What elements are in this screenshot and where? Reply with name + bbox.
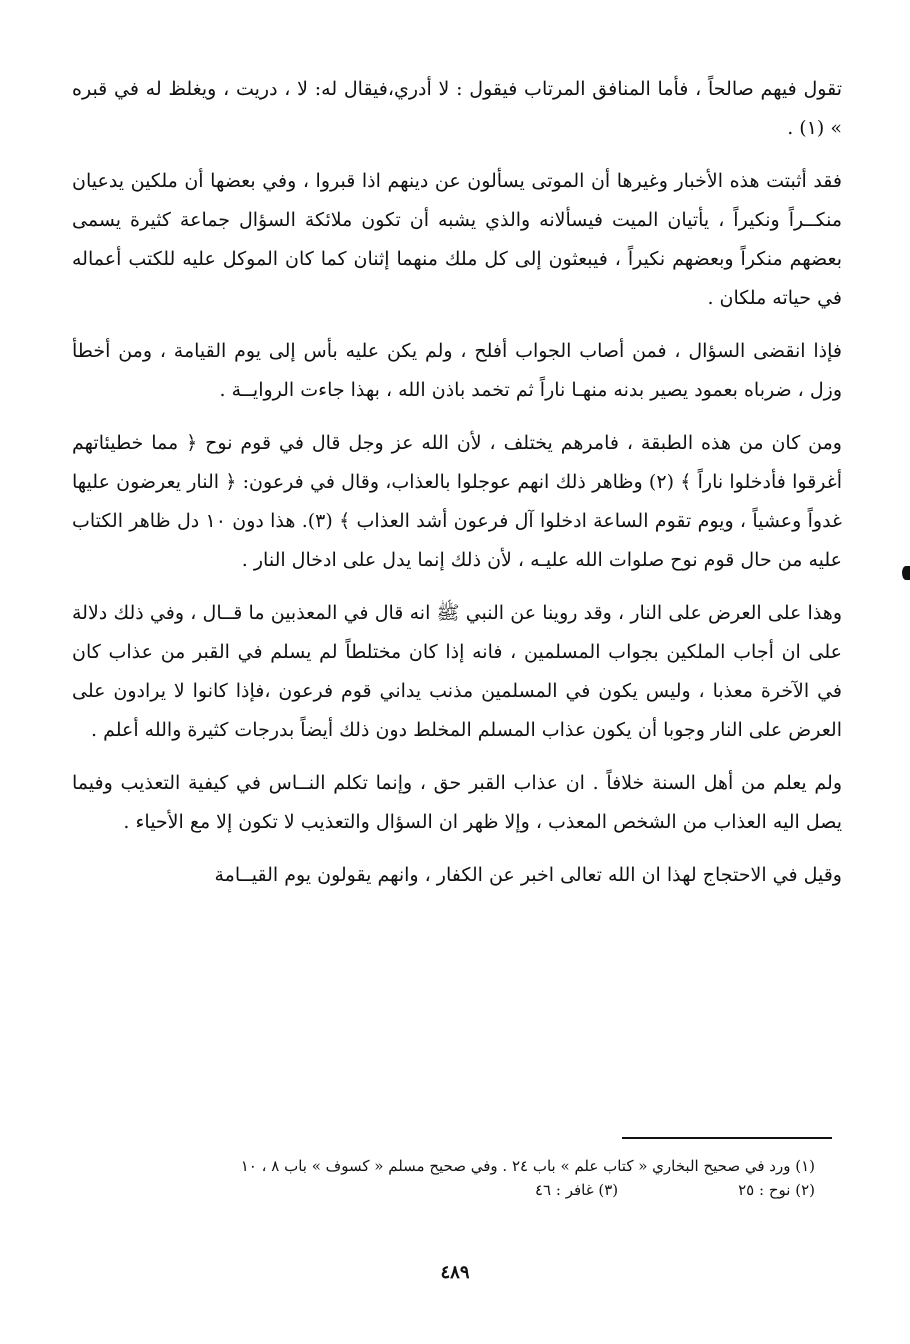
paragraph-2: فقد أثبتت هذه الأخبار وغيرها أن الموتى يسألون عن دينهم اذا قبروا ، وفي بعضها أن ملكين يدعيان منكــراً ونكيراً ، يأتيان الميت فيسألانه والذي يشبه أن تكون ملائكة السؤال جماعة كثيرة يسمى بعضهم منكراً وبعضهم نكيراً ، فيبعثون إلى كل ملك منهما إثنان كما كان الموكل عليه للكتب أعماله في حياته ملكان . [72, 170, 842, 309]
scan-edge-mark [902, 566, 910, 580]
paragraph-1: تقول فيهم صالحاً ، فأما المنافق المرتاب فيقول : لا أدري،فيقال له: لا ، دريت ، ويغلظ له في قبره » (١) . [72, 78, 842, 139]
footnote-1: (١) ورد في صحيح البخاري « كتاب علم » باب ٢٤ . وفي صحيح مسلم « كسوف » باب ٨ ، ١٠ [240, 1157, 815, 1175]
paragraph-6: ولم يعلم من أهل السنة خلافاً . ان عذاب القبر حق ، وإنما تكلم النــاس في كيفية التعذيب وفيما يصل اليه العذاب من الشخص المعذب ، وإلا ظهر ان السؤال والتعذيب لا تكون إلا مع الأحياء . [72, 772, 842, 833]
footnote-separator [622, 1137, 832, 1139]
footnote-3: (٣) غافر : ٤٦ [535, 1181, 619, 1199]
footnote-2: (٢) نوح : ٢٥ [738, 1181, 815, 1199]
paragraph-4: ومن كان من هذه الطبقة ، فامرهم يختلف ، لأن الله عز وجل قال في قوم نوح ﴿ مما خطيئاتهم أغرقوا فأدخلوا ناراً ﴾ (٢) وظاهر ذلك انهم عوجلوا بالعذاب، وقال في فرعون: ﴿ النار يعرضون عليها غدواً وعشياً ، ويوم تقوم الساعة ادخلوا آل فرعون أشد العذاب ﴾ (٣). هذا دون ١٠ دل ظاهر الكتاب عليه من حال قوم نوح صلوات الله عليـه ، لأن ذلك إنما يدل على ادخال النار . [72, 432, 842, 571]
footnotes [80, 1154, 815, 1202]
paragraph-3: فإذا انقضى السؤال ، فمن أصاب الجواب أفلح ، ولم يكن عليه بأس إلى يوم القيامة ، ومن أخطأ وزل ، ضرباه بعمود يصير بدنه منهـا ناراً ثم تخمد باذن الله ، بهذا جاءت الروايــة . [72, 340, 842, 401]
paragraph-7: وقيل في الاحتجاج لهذا ان الله تعالى اخبر عن الكفار ، وانهم يقولون يوم القيــامة [214, 864, 842, 886]
page-number: ٤٨٩ [440, 1262, 470, 1283]
page-body [72, 70, 842, 909]
paragraph-5: وهذا على العرض على النار ، وقد روينا عن النبي ﷺ انه قال في المعذبين ما قــال ، وفي ذلك دلالة على ان أجاب الملكين بجواب المسلمين ، فانه إذا كان مختلطاً لم يسلم في القبر من عذاب كان في الآخرة معذبا ، وليس يكون في المسلمين مذنب يداني قوم فرعون ،فإذا كانوا لا يرادون على العرض على النار وجوبا أن يكون عذاب المسلم المخلط دون ذلك أيضاً بدرجات كثيرة والله أعلم . [72, 602, 842, 741]
